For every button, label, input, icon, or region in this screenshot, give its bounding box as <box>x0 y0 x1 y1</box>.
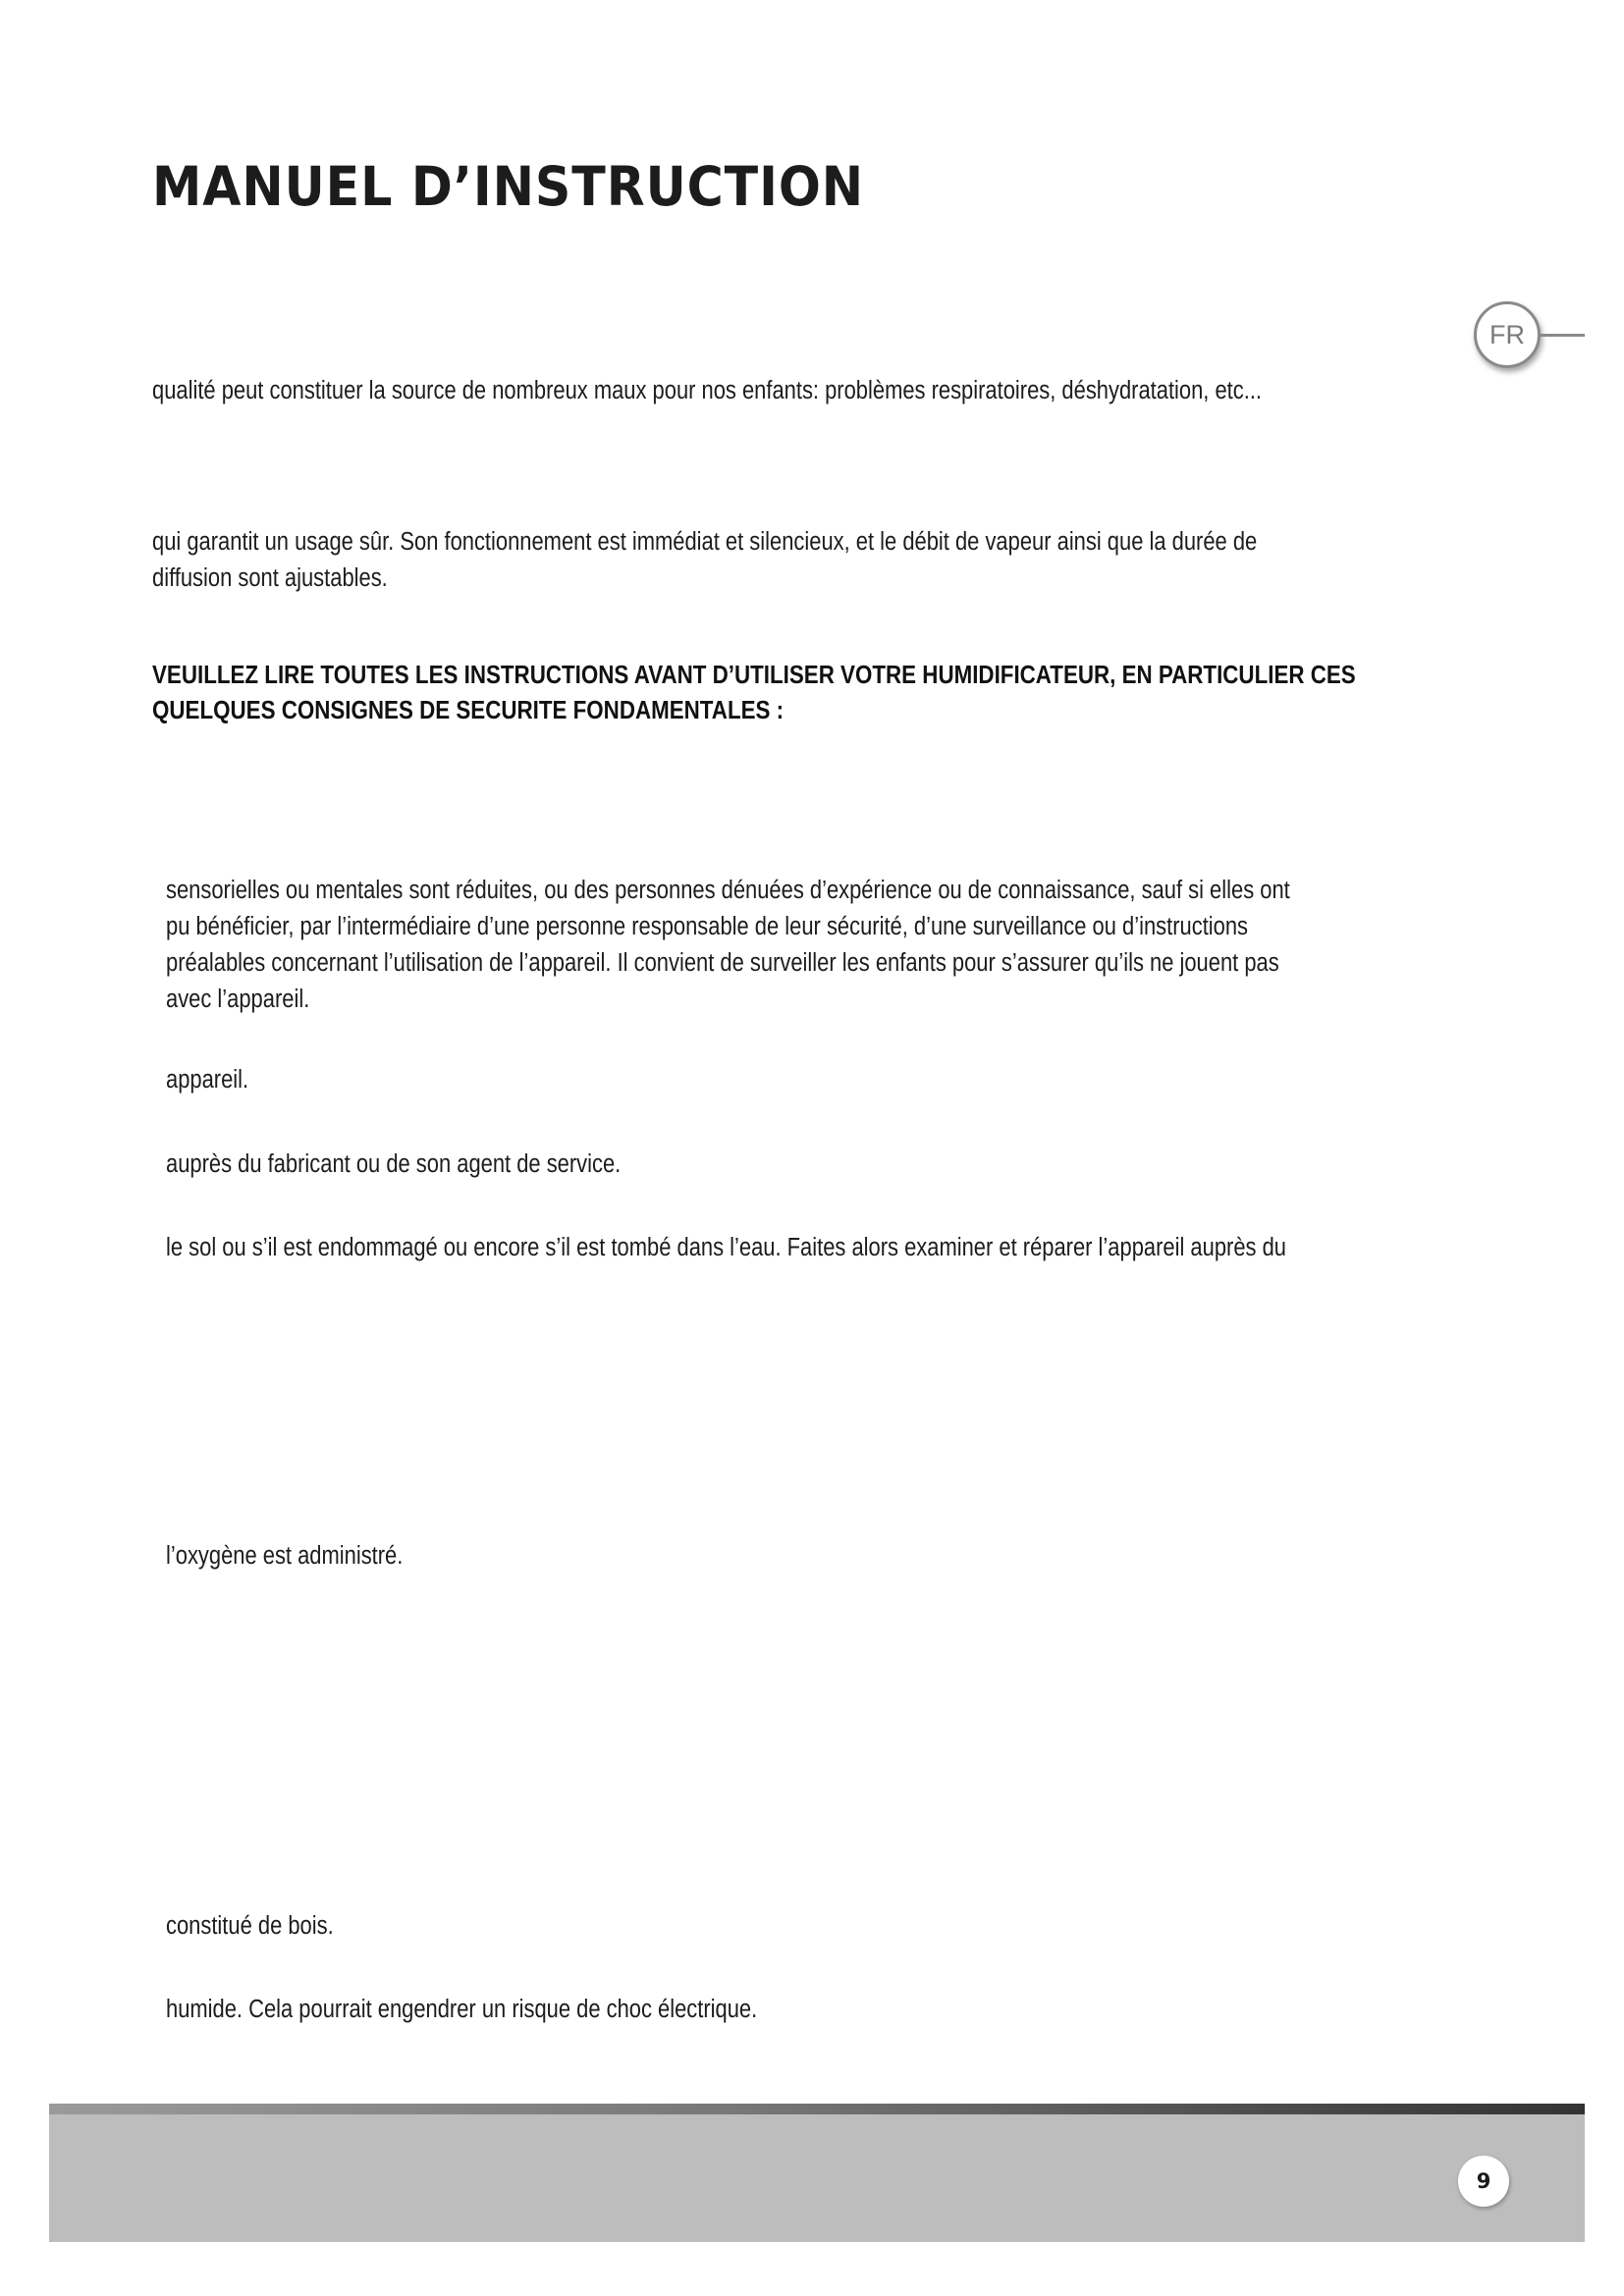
safety-item-1-line-1: sensorielles ou mentales sont réduites, ou des personnes dénuées d’expérience ou de connaissance, sauf si elles ont <box>166 877 1290 904</box>
usage-paragraph <box>152 524 1257 597</box>
safety-item-1-line-2: pu bénéficier, par l’intermédiaire d’une personne responsable de leur sécurité, d’une surveillance ou d’instructions <box>166 913 1249 940</box>
intro-line: qualité peut constituer la source de nombreux maux pour nos enfants: problèmes respiratoires, déshydratation, etc... <box>152 377 1263 404</box>
language-badge-label: FR <box>1474 301 1541 368</box>
safety-item-1-line-4: avec l’appareil. <box>166 986 310 1013</box>
safety-item-4-line: le sol ou s’il est endommagé ou encore s’il est tombé dans l’eau. Faites alors examiner et réparer l’appareil auprès du <box>166 1234 1286 1261</box>
safety-item-3 <box>166 1147 621 1183</box>
safety-item-6 <box>166 1908 334 1945</box>
safety-item-1 <box>166 873 1290 1018</box>
warning-line-2: QUELQUES CONSIGNES DE SECURITE FONDAMENTALES : <box>152 695 785 724</box>
footer-band <box>49 2104 1585 2242</box>
language-badge <box>1474 301 1544 372</box>
safety-item-5 <box>166 1538 403 1575</box>
language-badge-connector <box>1541 334 1585 337</box>
safety-item-2 <box>166 1062 248 1098</box>
safety-item-7 <box>166 1992 757 2028</box>
safety-item-5-line: l’oxygène est administré. <box>166 1542 404 1570</box>
safety-item-4 <box>166 1230 1286 1266</box>
safety-item-6-line: constitué de bois. <box>166 1912 334 1940</box>
usage-line-1: qui garantit un usage sûr. Son fonctionnement est immédiat et silencieux, et le débit de vapeur ainsi que la durée de <box>152 528 1258 556</box>
intro-paragraph <box>152 373 1262 409</box>
safety-item-1-line-3: préalables concernant l’utilisation de l’appareil. Il convient de surveiller les enfants pour s’assurer qu’ils ne jouent pas <box>166 949 1279 977</box>
safety-item-7-line: humide. Cela pourrait engendrer un risque de choc électrique. <box>166 1996 758 2023</box>
warning-line-1: VEUILLEZ LIRE TOUTES LES INSTRUCTIONS AVANT D’UTILISER VOTRE HUMIDIFICATEUR, EN PARTICULIER CES <box>152 660 1356 689</box>
page-title: MANUEL D’INSTRUCTION <box>152 155 865 218</box>
usage-line-2: diffusion sont ajustables. <box>152 564 388 592</box>
safety-warning-heading <box>152 657 1356 727</box>
footer-gradient-bar <box>49 2104 1585 2114</box>
safety-item-2-line: appareil. <box>166 1066 249 1094</box>
page-number: 9 <box>1458 2156 1509 2207</box>
safety-item-3-line: auprès du fabricant ou de son agent de service. <box>166 1150 622 1178</box>
